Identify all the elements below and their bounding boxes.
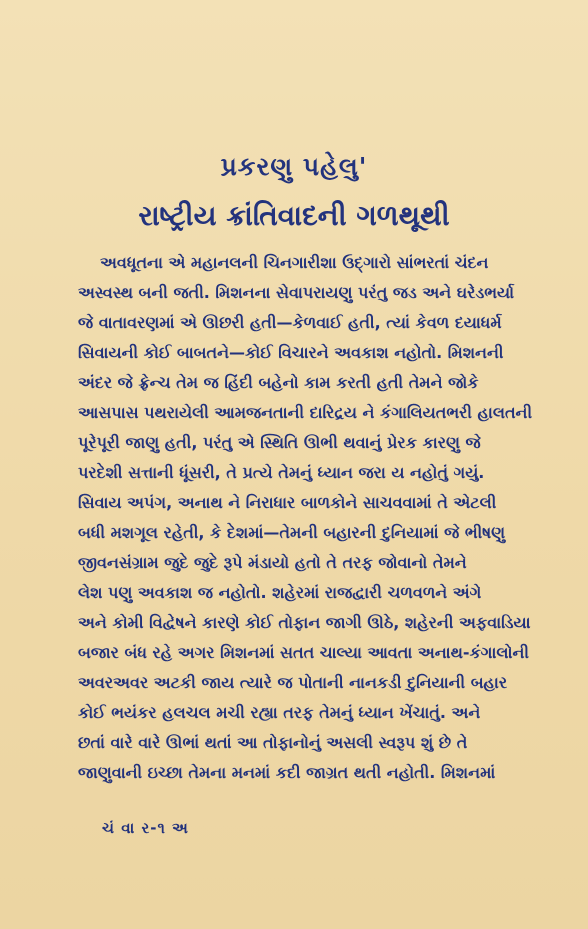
paragraph-line: સિવાય અપંગ, અનાથ ને નિરાધાર બાળકોને સાચવવામાં તે એટલી (78, 493, 497, 512)
paragraph-line: અવરઅવર અટકી જાય ત્યારે જ પોતાની નાનકડી દુનિયાની બહાર (78, 673, 508, 692)
paragraph-line: અને કોમી વિદ્વેષને કારણે કોઈ તોફાન જાગી ઊઠે, શહેરની અફવાડિયા (78, 613, 531, 632)
paragraph-line: સિવાયની કોઈ બાબતને—કોઈ વિચારને અવકાશ નહોતો. મિશનની (78, 343, 504, 362)
paragraph-line: જે વાતાવરણમાં એ ઊછરી હતી—કેળવાઈ હતી, ત્યાં કેવળ દયાધર્મ (78, 313, 502, 332)
chapter-label: પ્રકરણુ પહેલુ' (220, 152, 368, 181)
paragraph-line: છતાં વારે વારે ઊભાં થતાં આ તોફાનોનું અસલી સ્વરૂપ શું છે તે (78, 733, 468, 752)
paragraph-line: અવધૂતના એ મહાનલની ચિનગારીશા ઉદ્ગારો સાંભરતાં ચંદન (100, 253, 489, 272)
paragraph-line: બધી મશગૂલ રહેતી, કે દેશમાં—તેમની બહારની દુનિયામાં જે ભીષણુ (78, 523, 506, 542)
paragraph-line: અંદર જે ફ્રેન્ચ તેમ જ હિંદી બહેનો કામ કરતી હતી તેમને જોકે (78, 373, 479, 392)
paragraph-line: લેશ પણુ અવકાશ જ નહોતો. શહેરમાં રાજદ્વારી ચળવળને અંગે (78, 583, 482, 602)
paragraph-line: જીવનસંગ્રામ જુદે જુદે રૂપે મંડાયો હતો તે તરફ જોવાનો તેમને (78, 553, 467, 572)
paragraph-line: કોઈ ભયંકર હલચલ મચી રહ્યા તરફ તેમનું ધ્યાન ખેંચાતું. અને (78, 703, 481, 722)
paragraph-line: જાણુવાની ઇચ્છા તેમના મનમાં કદી જાગ્રત થતી નહોતી. મિશનમાં (78, 763, 496, 782)
paragraph-line: પરદેશી સત્તાની ધૂંસરી, તે પ્રત્યે તેમનું ધ્યાન જરા ય નહોતું ગયું. (78, 463, 485, 482)
paragraph-line: આસપાસ પથરાયેલી આમજનતાની દારિદ્રય ને કંગાલિયતભરી હાલતની (78, 403, 533, 422)
chapter-title: રાષ્ટ્રીય ક્રાંતિવાદની ગળથૂથી (138, 199, 450, 232)
body-paragraph (78, 248, 548, 788)
paragraph-line: પૂરેપૂરી જાણુ હતી, પરંતુ એ સ્થિતિ ઊભી થવાનું પ્રેરક કારણુ જે (78, 433, 481, 452)
paragraph-line: અસ્વસ્થ બની જતી. મિશનના સેવાપરાયણુ પરંતુ જડ અને ઘરેડભર્યા (78, 283, 515, 302)
printer-signature-mark: ચં વા ર-૧ અ (102, 819, 189, 837)
paragraph-line: બજાર બંધ રહે અગર મિશનમાં સતત ચાલ્યા આવતા અનાથ-કંગાલોની (78, 643, 529, 662)
